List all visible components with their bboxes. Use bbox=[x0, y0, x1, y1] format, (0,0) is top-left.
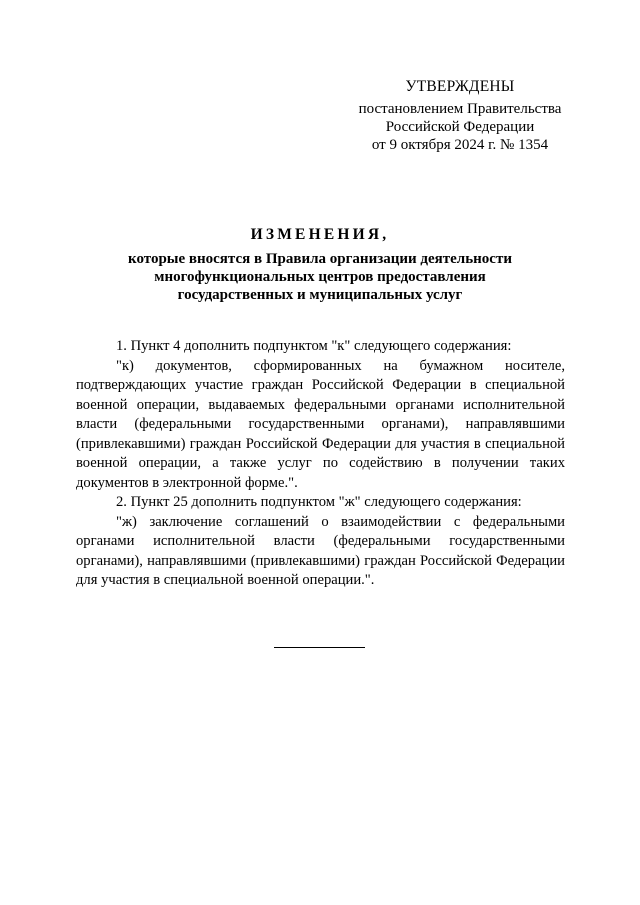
subtitle-line-1: которые вносятся в Правила организации деятельности bbox=[128, 251, 512, 267]
document-body bbox=[76, 337, 565, 591]
subtitle-line-2: многофункциональных центров предоставления bbox=[154, 269, 486, 285]
paragraph-subitem-k: "к) документов, сформированных на бумажном носителе, подтверждающих участие граждан Российской Федерации в специальной военной операции, выдаваемых федеральными органами исполнительной власти (федеральными государственными органами), направлявшими (привлекавшими) граждан Российской Федерации для участия в специальной военной операции, а также услуг по содействию в получении таких документов в электронной форме.". bbox=[76, 357, 565, 491]
paragraph-subitem-zh: "ж) заключение соглашений о взаимодействии с федеральными органами исполнительной власти (федеральными государственными органами), направлявшими (привлекавшими) граждан Российской Федерации для участия в специальной военной операции.". bbox=[76, 513, 565, 588]
approval-stamp bbox=[330, 78, 590, 154]
end-separator-line bbox=[274, 647, 365, 648]
paragraph-item-1: 1. Пункт 4 дополнить подпунктом "к" следующего содержания: bbox=[116, 338, 512, 354]
approval-line-1: постановлением Правительства bbox=[358, 101, 562, 117]
approval-line-2: Российской Федерации bbox=[385, 119, 535, 135]
subtitle-line-3: государственных и муниципальных услуг bbox=[177, 287, 463, 303]
approval-title: УТВЕРЖДЕНЫ bbox=[405, 78, 515, 95]
paragraph-item-2: 2. Пункт 25 дополнить подпунктом "ж" следующего содержания: bbox=[116, 494, 522, 510]
document-title: ИЗМЕНЕНИЯ, bbox=[250, 226, 390, 243]
approval-line-3: от 9 октября 2024 г. № 1354 bbox=[371, 137, 549, 153]
document-subtitle bbox=[90, 250, 550, 304]
